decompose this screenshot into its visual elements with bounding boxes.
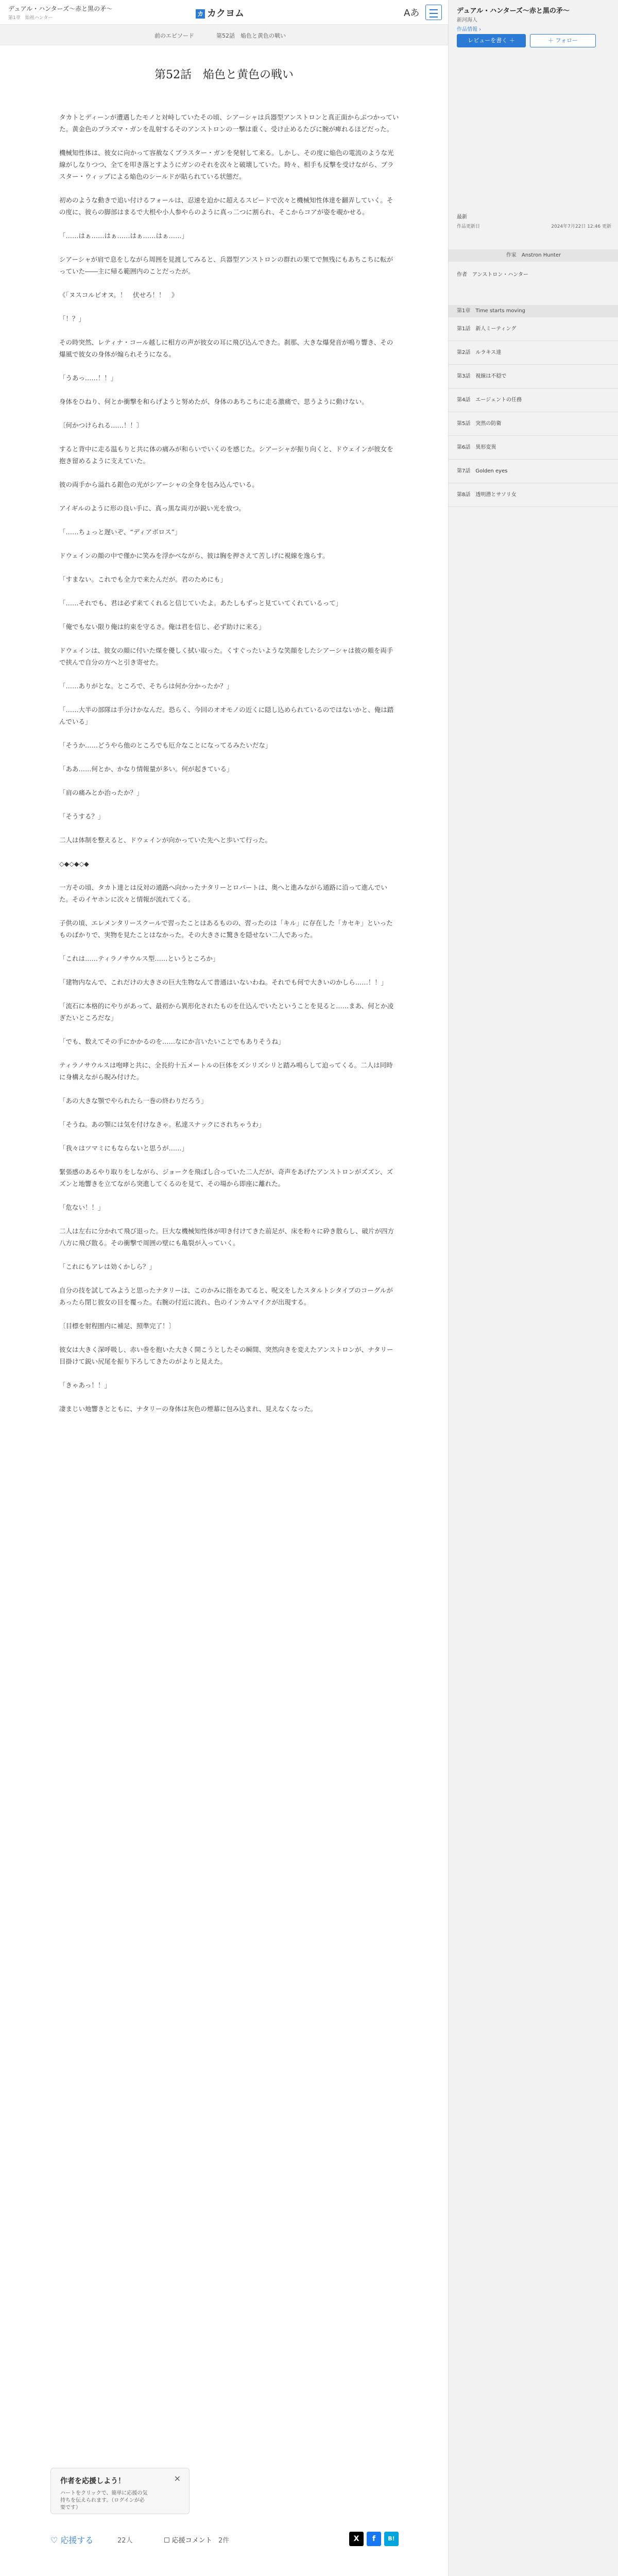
tag-row[interactable]: 作者 アンストロン・ハンター xyxy=(457,272,528,278)
support-heading: 作者を応援しよう！ xyxy=(60,2477,125,2485)
font-settings-button[interactable]: Aあ xyxy=(404,8,420,19)
episode-paragraph: 〔目標を射程圏内に補足、照準完了！〕 xyxy=(59,1322,176,1330)
share-facebook-button[interactable]: f xyxy=(367,2532,381,2546)
update-row xyxy=(457,223,611,229)
episode-paragraph: 「そうか……どうやら他のところでも厄介なことになってるみたいだな」 xyxy=(59,741,272,749)
episode-list-item[interactable]: 第2話 ルラキス達 xyxy=(449,341,618,365)
top-bar xyxy=(0,0,448,25)
write-review-button[interactable]: レビューを書く ＋ xyxy=(457,34,526,47)
episode-paragraph: アイギルのように形の良い手に、真っ黒な両刃が鋭い光を放つ。 xyxy=(59,504,245,512)
episode-paragraph: 初めのような動きで追い付けるフォールは、忍速を迫かに超えるスピードで次々と機械知性体達を翻弄していく。その度に、彼らの脚部はまるで大根や小人参やらのように真っ二つに割られ、そこからコアが姿を覗かせる。 xyxy=(59,196,393,216)
episode-paragraph: 「きゃあっ！！」 xyxy=(59,1381,111,1389)
episode-list-item[interactable]: 第6話 異形変異 xyxy=(449,436,618,460)
comment-count: 2件 xyxy=(218,2537,230,2545)
episode-nav-bar xyxy=(0,25,448,45)
episode-paragraph: 「……それでも、君は必ず来てくれると信じていたよ。あたしもずっと見ていてくれているって」 xyxy=(59,599,342,607)
episode-paragraph: 「……ちょっと遅いぞ、“ディアボロス”」 xyxy=(59,528,181,536)
episode-paragraph: 二人は左右に分かれて飛び退った。巨大な機械知性体が叩き付けてきた前足が、床を粉々に砕き散らし、破片が四方八方に飛び散る。その衝撃で周囲の壁にも亀裂が入っていく。 xyxy=(59,1227,394,1247)
comment-icon: ☐ xyxy=(164,2537,172,2545)
episode-paragraph: 「そうする？」 xyxy=(59,812,105,820)
share-x-button[interactable]: X xyxy=(349,2532,364,2546)
support-author-box xyxy=(50,2468,190,2514)
chapter-bar[interactable]: 第1章 Time starts moving xyxy=(449,305,618,317)
episode-paragraph: 「……ありがとな。ところで、そちらは何か分かったか？」 xyxy=(59,682,233,690)
episode-paragraph: 「肩の痛みとか治ったか？」 xyxy=(59,789,143,796)
work-info-link[interactable]: 作品情報 › xyxy=(457,27,482,32)
episode-paragraph: 凄まじい地響きとともに、ナタリーの身体は灰色の煙幕に包み込まれ、見えなくなった。 xyxy=(59,1405,317,1413)
logo-icon: カ xyxy=(196,9,205,19)
episode-main xyxy=(0,45,448,2576)
episode-list-item[interactable]: 第3話 視線は不穏で xyxy=(449,365,618,388)
episode-list-item[interactable]: 第7話 Golden eyes xyxy=(449,460,618,483)
episode-paragraph: 「これにもアレは効くかしら？」 xyxy=(59,1263,156,1270)
updated-label: 最新 xyxy=(457,214,467,220)
episode-paragraph: 「我々はツマミにもならないと思うが……」 xyxy=(59,1144,188,1152)
episode-list-item[interactable]: 第1話 新人ミーティング xyxy=(449,317,618,341)
comment-button[interactable] xyxy=(164,2535,229,2545)
update-right: 2024年7月22日 12:46 更新 xyxy=(551,224,611,229)
share-hatena-button[interactable]: B! xyxy=(384,2532,399,2546)
chapter-subtitle: 第1章 始祖ハンター xyxy=(8,15,53,21)
close-icon[interactable]: × xyxy=(174,2473,181,2483)
follow-button[interactable]: ＋ フォロー xyxy=(530,34,596,47)
episode-paragraph: 「うあっ……！！」 xyxy=(59,374,117,382)
episode-paragraph: 「そうね。あの顎には気を付けなきゃ。私達スナックにされちゃうわ」 xyxy=(59,1121,265,1128)
episode-paragraph: 「……大半の部隊は手分けかなんだ。恐らく、今回のオオモノの近くに隠し込められているのではないかと、俺は踏んでいる」 xyxy=(59,706,394,725)
episode-paragraph: 「でも、数えてその手にかかるのを……なにか言いたいことでもありそうね」 xyxy=(59,1038,285,1045)
episode-paragraph: その時突然、レティナ・コール越しに相方の声が彼女の耳に飛び込んできた。刹那、大きな爆発音が鳴り響き、その爆風で彼女の身体が煽られそうになる。 xyxy=(59,338,393,358)
support-description: ハートをクリックで、簡単に応援の気持ちを伝えられます。（ログインが必要です） xyxy=(60,2490,148,2511)
episode-paragraph: 「危ない！！」 xyxy=(59,1204,105,1211)
episode-list-item[interactable]: 第5話 突然の防衛 xyxy=(449,412,618,436)
sidebar-author[interactable]: 新河海人 xyxy=(457,18,477,23)
episode-paragraph: シアーシャが肩で息をしながら周囲を見渡してみると、兵器型アンストロンの群れの果てで無残にもあちこちに転がっていた――主に帰る範囲内のことだったが。 xyxy=(59,256,393,275)
episode-paragraph: ティラノサウルスは咆哮と共に、全長約十五メートルの巨体をズシリズシリと踏み鳴らして迫ってくる。二人は同時に身構えながら睨み付けた。 xyxy=(59,1061,393,1081)
episode-list-item[interactable]: 第4話 エージェントの任務 xyxy=(449,388,618,412)
site-logo[interactable] xyxy=(196,6,244,20)
episode-list-item[interactable]: 第8話 透明潜とサソリ女 xyxy=(449,483,618,507)
comment-label: 応援コメント xyxy=(171,2537,212,2545)
episode-paragraph: 〔何かつけられる……！！〕 xyxy=(59,421,143,429)
episode-paragraph: 緊張感のあるやり取りをしながら、ジョークを飛ばし合っていた二人だが、奇声をあげたアンストロンがズズン、ズズンと地響きを立てながら突進してくるのを見て、その場から即座に離れた。 xyxy=(59,1168,393,1188)
episode-paragraph: 彼女は大きく深呼吸し、赤い巻を抱いた大きく開こうとしたその瞬間、突然向きを変えたアンストロンが、ナタリー目掛けて鋭い尻尾を振り下ろしてきたのがよりと見えた。 xyxy=(59,1346,393,1365)
episode-paragraph: 「ああ……何とか、かなり情報量が多い。何が起きている」 xyxy=(59,765,233,773)
cheer-count[interactable]: 22人 xyxy=(117,2537,133,2545)
episode-paragraph: 彼の両手から溢れる銀色の光がシアーシャの全身を包み込んでいる。 xyxy=(59,481,259,488)
prev-episode-link[interactable]: 前のエピソード xyxy=(154,32,194,39)
episode-paragraph: 「流石に本格的にやりがあって、最初から異形化されたものを仕込んでいたということを見ると……まあ、何とか凌ぎたいところだな」 xyxy=(59,1002,394,1022)
episode-paragraph: すると背中に走る温もりと共に体の痛みが和らいでいくのを感じた。シアーシャが振り向くと、ドウェインが彼女を抱き留めるように支えていた。 xyxy=(59,445,393,465)
episode-paragraph: 「あの大きな顎でやられたら一巻の終わりだろう」 xyxy=(59,1097,208,1105)
episode-paragraph: ドウェインの顔の中で僅かに笑みを浮かべながら、彼は胸を押さえて苦しげに視線を逸らす。 xyxy=(59,552,329,560)
hamburger-icon xyxy=(430,9,438,10)
tag-section-bar: 作家 Anstron Hunter xyxy=(449,249,618,262)
episode-paragraph: 身体をひねり、何とか衝撃を和らげようと努めたが、身体のあちこちに走る激痛で、思うように動けない。 xyxy=(59,398,368,405)
episode-paragraph: 「俺でもない限り俺は約束を守るさ。俺は君を信じ、必ず助けに来る」 xyxy=(59,623,265,631)
episode-body xyxy=(59,111,399,1427)
episode-paragraph: 「建物内なんで、これだけの大きさの巨大生物なんて普通はいないわね。それでも何で大きいのかしら……！！」 xyxy=(59,978,388,986)
episode-paragraph: 子供の頃、エレメンタリースクールで習ったことはあるものの、習ったのは「キル」に存在した「カセキ」といったものばかりで、実物を見たことはなかった。その大きさに驚きを隠せない二人であった。 xyxy=(59,919,393,939)
episode-paragraph: 自分の技を試してみようと思ったナタリーは、このかみに指をあてると、呪文をしたスタルトシタイプのコーグルがあったら閉じ彼女の目を覆った。右腕の付近に流れ、色のインカムマイクが出現する。 xyxy=(59,1286,393,1306)
episode-paragraph: 《「ヌスコルビオヌ。！ 伏せろ！！ 》 xyxy=(59,291,178,299)
sidebar-work-title[interactable]: デュアル・ハンターズ〜赤と黒の矛〜 xyxy=(457,7,570,15)
episode-paragraph: ◇◆◇◆◇◆ xyxy=(59,860,89,868)
menu-button[interactable] xyxy=(425,5,442,20)
episode-list xyxy=(449,317,618,507)
logo-text: カクヨム xyxy=(207,8,244,19)
cheer-button[interactable]: ♡ 応援する xyxy=(50,2535,94,2545)
episode-paragraph: ドウェインは、彼女の顔に付いた煤を優しく拭い取った。くすぐったいような笑顔をしたシアーシャは彼の頬を両手で挟んで自分の方へと引き寄せた。 xyxy=(59,647,393,666)
current-episode-link[interactable]: 第52話 焔色と黄色の戦い xyxy=(216,32,286,39)
work-title-header[interactable]: デュアル・ハンターズ〜赤と黒の矛〜 xyxy=(8,5,113,12)
episode-paragraph: 二人は体制を整えると、ドウェインが向かっていた先へと歩いて行った。 xyxy=(59,836,272,844)
episode-paragraph: 「！？」 xyxy=(59,315,85,323)
episode-paragraph: タカトとディーンが遭遇したモノと対峙していたその頃、シアーシャは兵器型アンストロンと真正面からぶつかっていた。黄金色のプラズマ・ガンを乱射するそのアンストロンの一撃は重く、受け止めるたびに腕が痺れるほどだった。 xyxy=(59,113,399,133)
episode-paragraph: 「……はぁ……はぁ……はぁ……はぁ……」 xyxy=(59,232,188,240)
episode-paragraph: 「これは……ティラノサウルス型……というところか」 xyxy=(59,955,219,962)
episode-actions xyxy=(50,2530,401,2550)
episode-paragraph: 一方その頃、タカト達とは反対の通路へ向かったナタリーとロバートは、奥へと進みながら通路に沿って進んでいた。そのイヤホンに次々と情報が流れてくる。 xyxy=(59,884,387,903)
episode-paragraph: 機械知性体は、彼女に向かって容赦なくブラスター・ガンを発射して来る。しかし、その度に焔色の電流のような光線がしなりつつ、全てを叩き落とすようにガンのそれを次々と破壊していた。時々、相手も反撃を受けながら、プラスター・ウィップによる焔色のシールドが貼られている状態だ。 xyxy=(59,149,394,180)
sidebar xyxy=(448,0,618,2576)
episode-paragraph: 「すまない。これでも全力で来たんだが。君のためにも」 xyxy=(59,575,227,583)
update-left: 作品更新日 xyxy=(457,224,480,229)
episode-title: 第52話 焔色と黄色の戦い xyxy=(154,69,294,81)
